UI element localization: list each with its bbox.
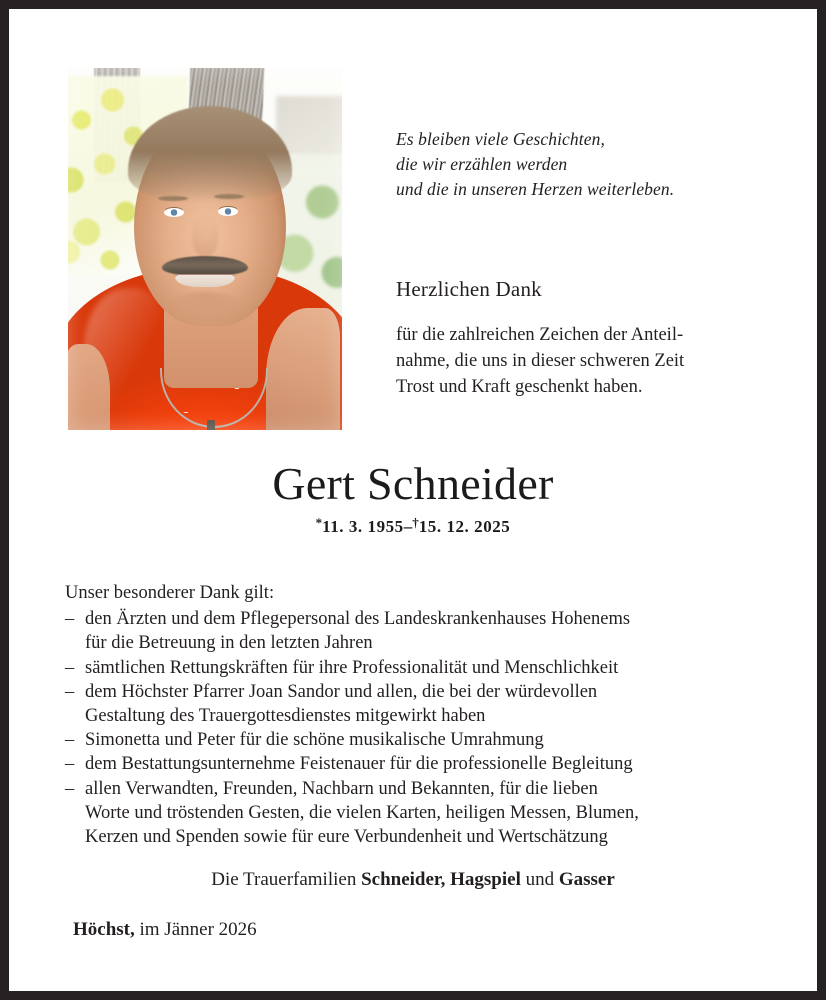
place-and-date	[73, 917, 257, 943]
families-names-secondary: Gasser	[558, 869, 615, 890]
list-item-line: Gestaltung des Trauergottesdienstes mitgewirkt haben	[85, 706, 486, 727]
list-item-line: – Simonetta und Peter für die schöne musikalische Umrahmung	[85, 730, 544, 751]
thanks-paragraph-line: Trost und Kraft geschenkt haben.	[396, 377, 643, 397]
mourning-families	[9, 867, 817, 893]
date-separator: –	[403, 517, 413, 536]
publication-date: im Jänner 2026	[134, 919, 257, 940]
list-item	[65, 607, 765, 655]
list-item-line: für die Betreuung in den letzten Jahren	[85, 633, 373, 654]
birth-date: 11. 3. 1955	[322, 517, 404, 536]
notice-inner-paper	[9, 9, 817, 991]
upper-section	[9, 9, 817, 439]
deceased-name: Gert Schneider	[272, 458, 554, 509]
birth-symbol: *	[315, 515, 323, 530]
death-symbol: †	[412, 515, 419, 530]
families-conjunction: und	[520, 869, 559, 890]
list-item	[65, 777, 765, 850]
thanks-paragraph-line: für die zahlreichen Zeichen der Anteil-	[396, 325, 684, 345]
thanks-heading: Herzlichen Dank	[396, 277, 542, 301]
verse-and-thanks-column	[396, 127, 756, 400]
families-prefix: Die Trauerfamilien	[211, 869, 362, 890]
list-item-line: – den Ärzten und dem Pflegepersonal des Landeskrankenhauses Hohenems	[85, 609, 631, 630]
thanks-paragraph	[396, 322, 756, 400]
thanks-paragraph-line: nahme, die uns in dieser schweren Zeit	[396, 351, 685, 371]
list-item-line: Worte und tröstenden Gesten, die vielen Karten, heiligen Messen, Blumen,	[85, 802, 639, 823]
place-name: Höchst,	[73, 919, 135, 940]
portrait-photo	[68, 68, 342, 430]
photo-soft-overlay	[68, 68, 342, 430]
death-date: 15. 12. 2025	[418, 517, 511, 536]
name-block	[9, 457, 817, 537]
list-item-line: – dem Höchster Pfarrer Joan Sandor und allen, die bei der würdevollen	[85, 681, 598, 702]
portrait-photo-image	[68, 68, 342, 430]
verse-line: die wir erzählen werden	[396, 154, 568, 174]
list-item	[65, 680, 765, 728]
life-dates	[9, 515, 817, 537]
list-item-line: – allen Verwandten, Freunden, Nachbarn und Bekannten, für die lieben	[85, 778, 598, 799]
families-names-primary: Schneider, Hagspiel	[361, 869, 521, 890]
acknowledgements-list	[65, 607, 765, 849]
verse-line: und die in unseren Herzen weiterleben.	[396, 179, 675, 199]
list-item-line: – dem Bestattungsunternehme Feistenauer für die professionelle Begleitung	[85, 754, 633, 775]
list-item	[65, 752, 765, 776]
list-item	[65, 656, 765, 680]
list-item-line: – sämtlichen Rettungskräften für ihre Professionalität und Menschlichkeit	[85, 657, 619, 678]
acknowledgements-block	[65, 581, 765, 849]
list-item-line: Kerzen und Spenden sowie für eure Verbundenheit und Wertschätzung	[85, 827, 608, 848]
verse-line: Es bleiben viele Geschichten,	[396, 129, 605, 149]
list-item	[65, 728, 765, 752]
acknowledgements-intro: Unser besonderer Dank gilt:	[65, 583, 275, 603]
memorial-verse	[396, 127, 756, 202]
